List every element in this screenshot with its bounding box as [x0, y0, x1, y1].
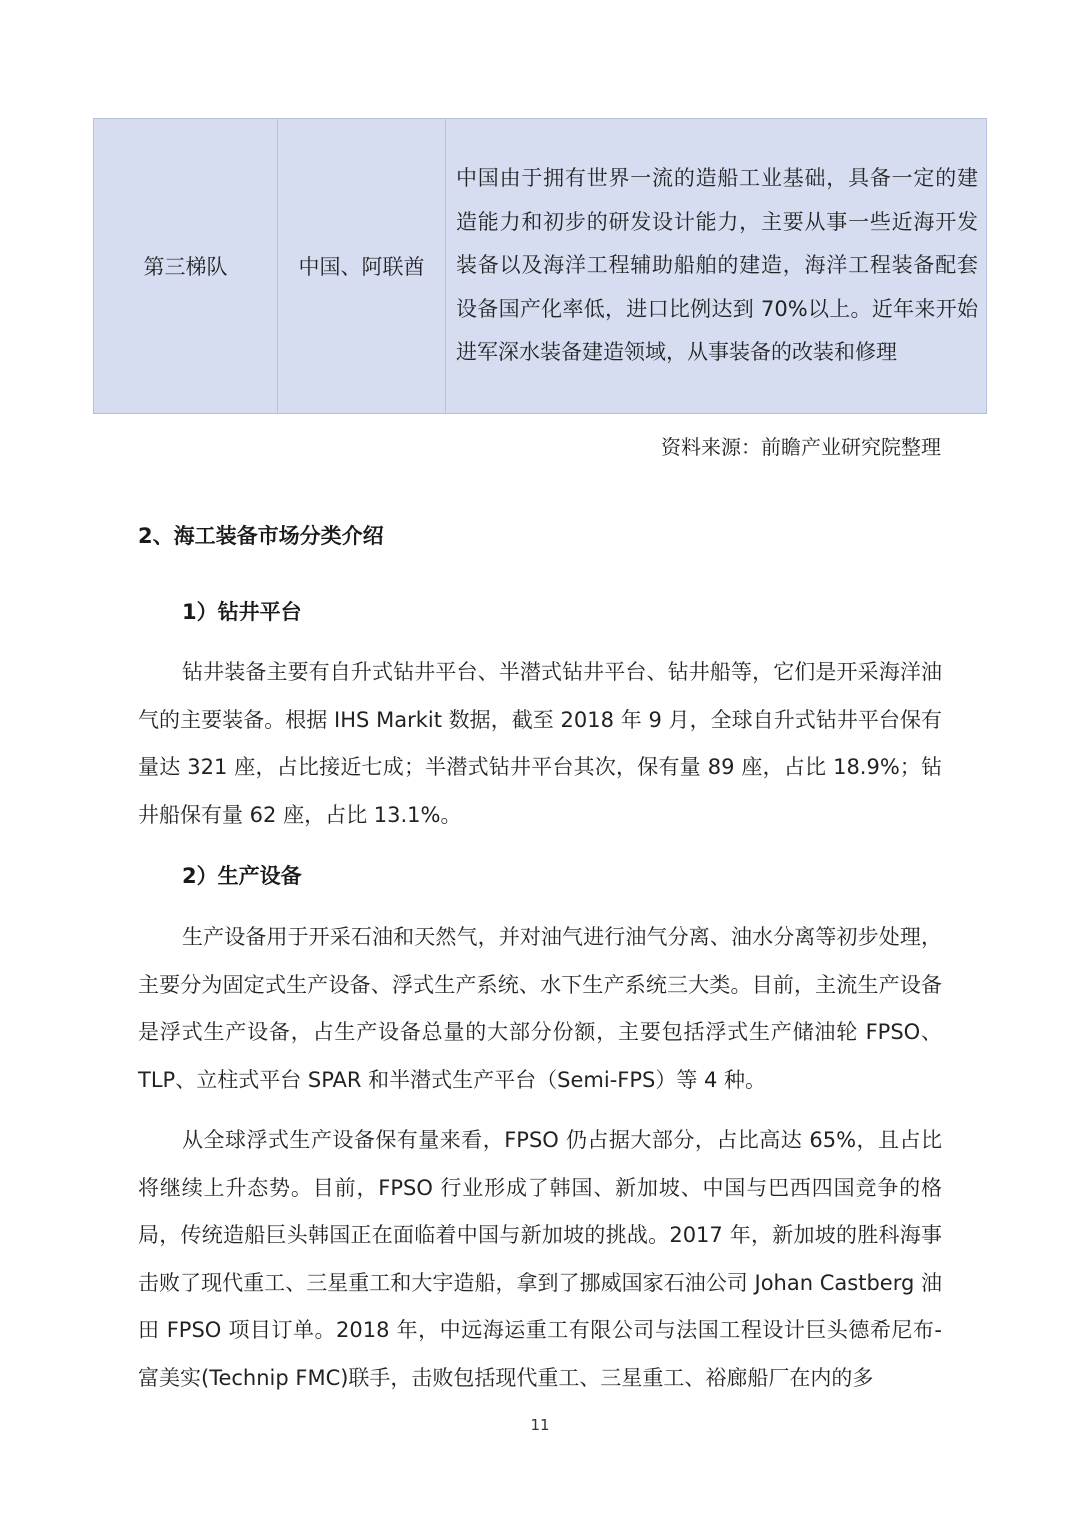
paragraph-drilling: 钻井装备主要有自升式钻井平台、半潜式钻井平台、钻井船等，它们是开采海洋油气的主要装备。根据 IHS Markit 数据，截至 2018 年 9 月，全球自升式钻井平台保有量达 321 座，占比接近七成；半潜式钻井平台其次，保有量 89 座，占比 18.9%；钻井船保有量 62 座，占比 13.1%。 — [138, 660, 942, 827]
countries-cell: 中国、阿联酋 — [278, 119, 446, 414]
tier-cell: 第三梯队 — [94, 119, 278, 414]
description-cell: 中国由于拥有世界一流的造船工业基础，具备一定的建造能力和初步的研发设计能力，主要从事一些近海开发装备以及海洋工程辅助船舶的建造，海洋工程装备配套设备国产化率低，进口比例达到 70%以上。近年来开始进军深水装备建造领域，从事装备的改装和修理 — [446, 119, 987, 414]
table-source-note: 资料来源：前瞻产业研究院整理 — [661, 435, 941, 459]
subsection-title-drilling: 1）钻井平台 — [182, 600, 302, 624]
subsection-title-production: 2）生产设备 — [182, 864, 302, 888]
section-title: 2、海工装备市场分类介绍 — [138, 524, 384, 548]
page-number: 11 — [530, 1416, 550, 1434]
table-row — [94, 119, 987, 414]
tier-table — [93, 118, 987, 414]
paragraph-production-1: 生产设备用于开采石油和天然气，并对油气进行油气分离、油水分离等初步处理，主要分为固定式生产设备、浮式生产系统、水下生产系统三大类。目前，主流生产设备是浮式生产设备，占生产设备总量的大部分份额，主要包括浮式生产储油轮 FPSO、TLP、立柱式平台 SPAR 和半潜式生产平台（Semi-FPS）等 4 种。 — [138, 925, 942, 1092]
paragraph-production-2: 从全球浮式生产设备保有量来看，FPSO 仍占据大部分，占比高达 65%，且占比将继续上升态势。目前，FPSO 行业形成了韩国、新加坡、中国与巴西四国竞争的格局，传统造船巨头韩国正在面临着中国与新加坡的挑战。2017 年，新加坡的胜科海事击败了现代重工、三星重工和大宇造船，拿到了挪威国家石油公司 Johan Castberg 油田 FPSO 项目订单。2018 年，中远海运重工有限公司与法国工程设计巨头德希尼布-富美实(Technip FMC)联手，击败包括现代重工、三星重工、裕廊船厂在内的多 — [138, 1128, 942, 1390]
